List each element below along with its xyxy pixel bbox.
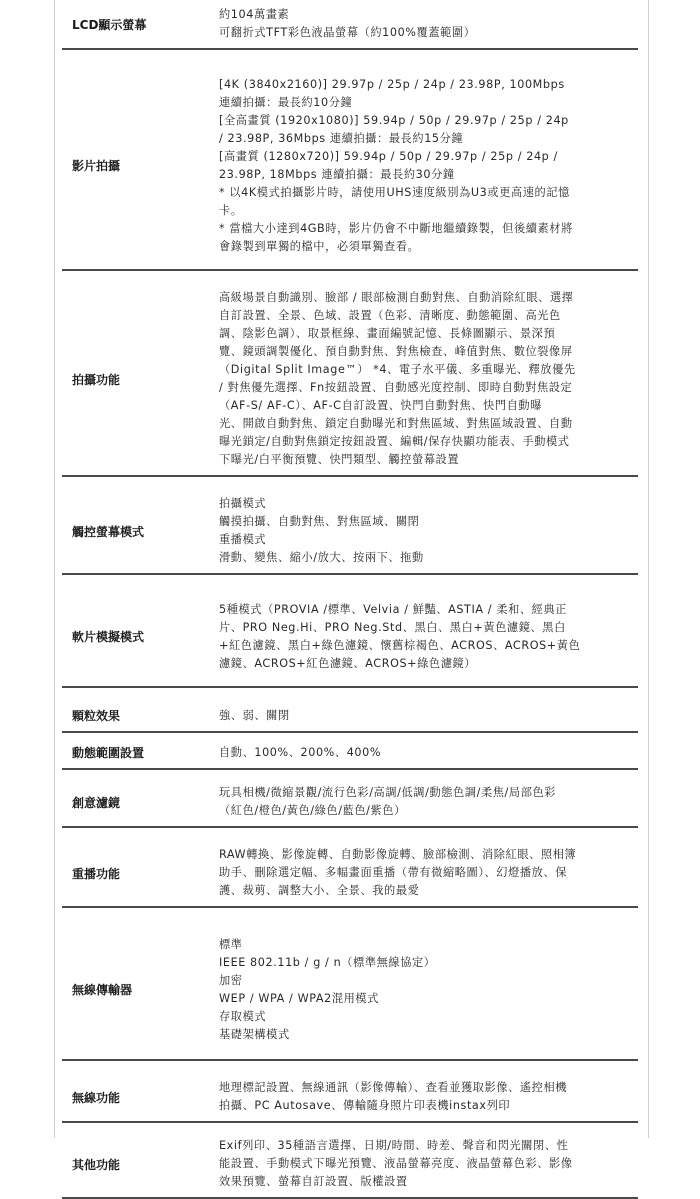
row-spacer	[62, 270, 638, 283]
row-spacer	[62, 1060, 638, 1073]
spec-value	[219, 840, 638, 907]
spec-row	[62, 62, 638, 270]
spec-value-line: 觸摸拍攝、自動對焦、對焦區域、關閉	[219, 515, 420, 528]
spec-value-line: * 當檔大小達到4GB時，影片仍會不中斷地繼續錄製，但後續素材將	[219, 221, 573, 235]
spec-label: 重播功能	[62, 840, 219, 907]
spec-value	[219, 1073, 638, 1122]
spec-value	[219, 489, 638, 574]
spec-value-line: 片、PRO Neg.Hi、PRO Neg.Std、黑白、黑白+黃色濾鏡、黑白	[219, 620, 566, 634]
spec-row	[62, 489, 638, 574]
spec-value-line: 重播模式	[219, 533, 267, 546]
spec-value-line: 滑動、變焦、縮小/放大、按兩下、拖動	[219, 551, 424, 564]
row-spacer-cell	[62, 687, 638, 700]
row-spacer-cell	[62, 907, 638, 920]
spec-value-line: [全高畫質 (1920x1080)] 59.94p / 50p / 29.97p / 25p / 24p	[219, 113, 569, 127]
spec-value	[219, 700, 638, 732]
spec-value-line: 標準	[219, 937, 243, 951]
row-spacer	[62, 574, 638, 587]
spec-label: LCD顯示螢幕	[62, 0, 219, 49]
spec-value-line: 5種模式（PROVIA /標準、Velvia / 鮮豔、ASTIA / 柔和、經典正	[219, 602, 568, 616]
spec-value-line: [4K (3840x2160)] 29.97p / 25p / 24p / 23.98P, 100Mbps	[219, 77, 565, 91]
spec-row	[62, 1131, 638, 1198]
spec-value-line: 23.98P, 18Mbps 連續拍攝：最長約30分鐘	[219, 167, 455, 181]
spec-value-line: 自訂設置、全景、色域、設置（色彩、清晰度、動態範圍、高光色	[219, 309, 561, 322]
spec-value-line: 濾鏡、ACROS+紅色濾鏡、ACROS+綠色濾鏡）	[219, 656, 477, 670]
spec-row	[62, 1073, 638, 1122]
spec-value-line: 拍攝、PC Autosave、傳輸隨身照片印表機instax列印	[219, 1099, 511, 1112]
spec-value-line: 曝光鎖定/自動對焦鎖定按鈕設置、編輯/保存快顯功能表、手動模式	[219, 435, 570, 448]
spec-value-line: 地理標記設置、無線通訊（影像傳輸）、查看並獲取影像、遙控相機	[219, 1081, 568, 1094]
spec-value	[219, 1131, 638, 1198]
spec-value-line: 基礎架構模式	[219, 1027, 290, 1041]
spec-value-line: WEP / WPA / WPA2混用模式	[219, 991, 379, 1005]
spec-value-line: （AF-S/ AF-C）、AF-C自訂設置、快門自動對焦、快門自動曝	[219, 399, 542, 412]
spec-value-line: / 23.98P, 36Mbps 連續拍攝：最長約15分鐘	[219, 131, 464, 145]
spec-value-line: 效果預覽、螢幕自訂設置、版權設置	[219, 1175, 408, 1188]
spec-value	[219, 920, 638, 1060]
spec-label: 影片拍攝	[62, 62, 219, 270]
spec-value	[219, 283, 638, 476]
spec-value-line: 可翻折式TFT彩色液晶螢幕（約100%覆蓋範圍）	[219, 26, 476, 39]
row-spacer-cell	[62, 49, 638, 62]
spec-value-line: 玩具相機/微縮景觀/流行色彩/高調/低調/動態色調/柔焦/局部色彩	[219, 786, 557, 799]
row-spacer-cell	[62, 574, 638, 587]
spec-value-line: 卡。	[219, 203, 243, 217]
spec-value	[219, 0, 638, 49]
spec-value-line: +紅色濾鏡、黑白+綠色濾鏡、懷舊棕褐色、ACROS、ACROS+黃色	[219, 638, 581, 652]
spec-value-line: 調、陰影色調）、取景框線、畫面編號記憶、長條圖顯示、景深預	[219, 327, 556, 340]
spec-value-line: 連續拍攝：最長約10分鐘	[219, 95, 353, 109]
spec-label: 動態範圍設置	[62, 737, 219, 769]
row-spacer	[62, 827, 638, 840]
spec-label: 觸控螢幕模式	[62, 489, 219, 574]
row-spacer-cell	[62, 827, 638, 840]
row-spacer-cell	[62, 1122, 638, 1131]
spec-row	[62, 920, 638, 1060]
spec-value	[219, 737, 638, 769]
spec-row	[62, 840, 638, 907]
spec-value-line: RAW轉換、影像旋轉、自動影像旋轉、臉部檢測、消除紅眼、照相簿	[219, 848, 577, 861]
row-spacer-cell	[62, 769, 638, 778]
spec-value-line: 助手、刪除選定幅、多幅畫面重播（帶有微縮略圖）、幻燈播放、保	[219, 866, 568, 879]
row-spacer	[62, 476, 638, 489]
spec-row	[62, 700, 638, 732]
spec-table-body	[62, 0, 638, 1198]
row-spacer-cell	[62, 1060, 638, 1073]
spec-label: 無線功能	[62, 1073, 219, 1122]
spec-row	[62, 587, 638, 687]
spec-value	[219, 778, 638, 827]
spec-value-line: [高畫質 (1280x720)] 59.94p / 50p / 29.97p / 25p / 24p /	[219, 149, 558, 163]
row-spacer-cell	[62, 270, 638, 283]
spec-label: 顆粒效果	[62, 700, 219, 732]
spec-value-line: / 對焦優先選擇、Fn按鈕設置、自動感光度控制、即時自動對焦設定	[219, 381, 573, 394]
spec-table	[62, 0, 638, 1199]
spec-label: 軟片模擬模式	[62, 587, 219, 687]
row-spacer	[62, 769, 638, 778]
spec-value-line: 能設置、手動模式下曝光預覽、液晶螢幕亮度、液晶螢幕色彩、影像	[219, 1157, 573, 1170]
spec-value	[219, 587, 638, 687]
spec-value-line: 高級場景自動識別、臉部 / 眼部檢測自動對焦、自動消除紅眼、選擇	[219, 291, 574, 304]
spec-value-line: （紅色/橙色/黃色/綠色/藍色/紫色）	[219, 804, 406, 817]
spec-value-line: 下曝光/白平衡預覽、快門類型、觸控螢幕設置	[219, 453, 460, 466]
spec-row	[62, 283, 638, 476]
spec-value-line: 強、弱、關閉	[219, 708, 290, 722]
spec-value-line: 自動、100%、200%、400%	[219, 745, 382, 759]
spec-label: 無線傳輸器	[62, 920, 219, 1060]
spec-value-line: Exif列印、35種語言選擇、日期/時間、時差、聲音和閃光關閉、性	[219, 1139, 569, 1152]
row-spacer	[62, 907, 638, 920]
spec-label: 拍攝功能	[62, 283, 219, 476]
spec-value-line: 護、裁剪、調整大小、全景、我的最愛	[219, 884, 420, 897]
spec-value-line: 會錄製到單獨的檔中，必須單獨查看。	[219, 239, 420, 253]
row-spacer	[62, 687, 638, 700]
spec-value-line: 加密	[219, 973, 243, 987]
spec-label: 創意濾鏡	[62, 778, 219, 827]
spec-value-line: 約104萬畫素	[219, 8, 290, 21]
row-spacer	[62, 49, 638, 62]
spec-value-line: * 以4K模式拍攝影片時，請使用UHS速度級別為U3或更高速的記憶	[219, 185, 570, 199]
spec-value-line: 覽、鏡頭調製優化、預自動對焦、對焦檢查、峰值對焦、數位裂像屏	[219, 345, 573, 358]
spec-value-line: 拍攝模式	[219, 497, 267, 510]
spec-value-line: 存取模式	[219, 1009, 267, 1023]
spec-value-line: 光、開啟自動對焦、鎖定自動曝光和對焦區域、對焦區域設置、自動	[219, 417, 573, 430]
row-spacer-cell	[62, 476, 638, 489]
spec-label: 其他功能	[62, 1131, 219, 1198]
row-spacer	[62, 1122, 638, 1131]
spec-row	[62, 0, 638, 49]
spec-value-line: IEEE 802.11b / g / n（標準無線協定）	[219, 955, 436, 969]
spec-value-line: （Digital Split Image™） *4、電子水平儀、多重曝光、釋放優先	[219, 363, 576, 376]
spec-row	[62, 778, 638, 827]
spec-value	[219, 62, 638, 270]
spec-row	[62, 737, 638, 769]
